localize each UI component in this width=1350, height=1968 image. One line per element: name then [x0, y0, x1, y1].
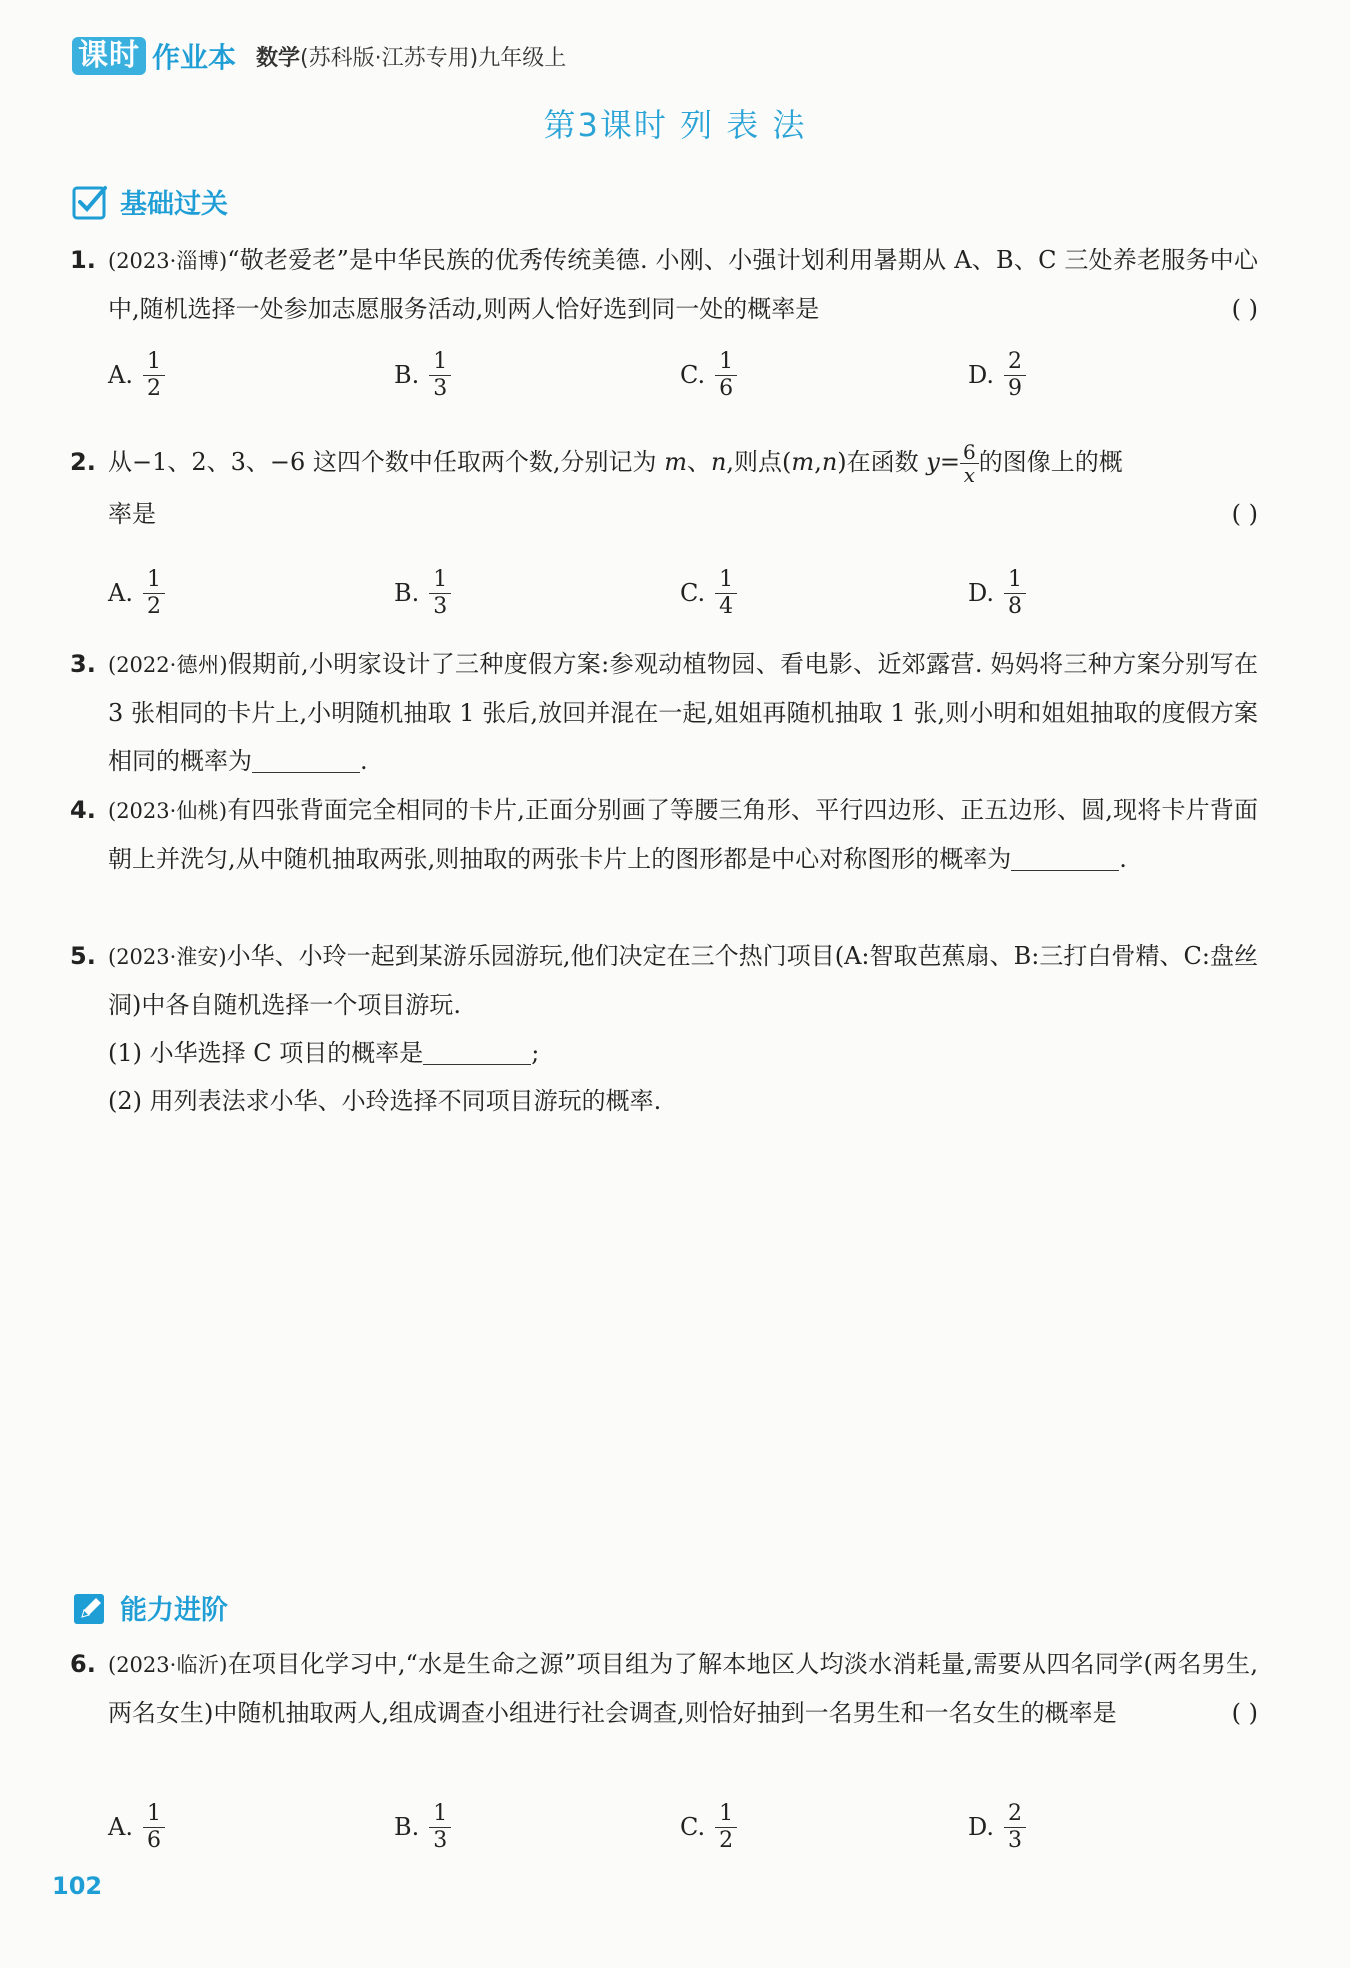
numerator: 1	[1004, 567, 1026, 594]
fraction	[429, 349, 451, 402]
question-number: 2.	[70, 448, 96, 476]
options-q2	[108, 558, 1258, 628]
section-advanced-header	[72, 1588, 228, 1627]
option-label: D.	[968, 1813, 995, 1841]
question-text: 从−1、2、3、−6 这四个数中任取两个数,分别记为	[108, 448, 665, 476]
denominator: 2	[146, 375, 161, 401]
question-text: 在项目化学习中,“水是生命之源”项目组为了解本地区人均淡水消耗量,需要从四名同学(两名男生,两名女生)中随机抽取两人,组成调查小组进行社会调查,则恰好抽到一名男生和一名女生的概率是	[108, 1650, 1258, 1727]
option-c[interactable]	[680, 340, 737, 410]
denominator: 9	[1008, 375, 1023, 401]
numerator: 1	[429, 567, 451, 594]
question-source: (2022·德州)	[108, 653, 228, 677]
question-source: (2023·临沂)	[108, 1653, 228, 1677]
denominator: 2	[146, 593, 161, 619]
option-c[interactable]	[680, 558, 737, 628]
numerator: 2	[1004, 349, 1026, 376]
option-d[interactable]	[968, 340, 1026, 410]
answer-blank[interactable]	[252, 746, 360, 773]
header-subtitle	[256, 41, 566, 72]
option-label: B.	[394, 579, 420, 607]
period: .	[360, 747, 368, 775]
numerator: 1	[429, 349, 451, 376]
lesson-title: 第3课时 列 表 法	[543, 106, 807, 144]
denominator: 3	[433, 375, 448, 401]
denominator: 2	[719, 1827, 734, 1853]
semicolon: ;	[531, 1039, 540, 1067]
question-number: 1.	[70, 246, 96, 274]
var-n: n	[710, 448, 727, 476]
option-label: A.	[108, 579, 133, 607]
numerator: 1	[715, 349, 737, 376]
question-5	[70, 932, 1258, 1125]
option-label: B.	[394, 361, 420, 389]
option-label: A.	[108, 1813, 133, 1841]
answer-blank[interactable]	[423, 1038, 531, 1065]
question-text: ,则点(	[726, 448, 792, 476]
option-b[interactable]	[394, 340, 451, 410]
fraction	[1004, 1801, 1026, 1854]
option-label: B.	[394, 1813, 420, 1841]
var-n: n	[821, 448, 838, 476]
option-b[interactable]	[394, 558, 451, 628]
fraction	[143, 1801, 165, 1854]
option-d[interactable]	[968, 558, 1026, 628]
fraction	[715, 1801, 737, 1854]
checkbox-icon	[72, 184, 108, 220]
option-b[interactable]	[394, 1792, 451, 1862]
question-source: (2023·淮安)	[108, 945, 227, 969]
page-number: 102	[52, 1872, 103, 1900]
question-text: “敬老爱老”是中华民族的优秀传统美德. 小刚、小强计划利用暑期从 A、B、C 三处养老服务中心中,随机选择一处参加志愿服务活动,则两人恰好选到同一处的概率是	[108, 246, 1258, 323]
section-basic-header	[72, 182, 228, 221]
option-d[interactable]	[968, 1792, 1026, 1862]
numerator: 1	[143, 349, 165, 376]
subject-name: 数学	[256, 45, 301, 71]
question-source: (2023·仙桃)	[108, 799, 228, 823]
var-m: m	[791, 448, 815, 476]
question-number: 5.	[70, 942, 96, 970]
period: .	[1119, 845, 1127, 873]
numerator: 6	[960, 441, 979, 464]
logo-mark: 课时	[72, 37, 146, 75]
question-text: 小华、小玲一起到某游乐园游玩,他们决定在三个热门项目(A:智取芭蕉扇、B:三打白骨精、C:盘丝洞)中各自随机选择一个项目游玩.	[108, 942, 1258, 1019]
equals-sign: =	[939, 448, 960, 476]
numerator: 1	[429, 1801, 451, 1828]
numerator: 2	[1004, 1801, 1026, 1828]
question-number: 6.	[70, 1650, 96, 1678]
fraction	[429, 1801, 451, 1854]
option-label: A.	[108, 361, 133, 389]
answer-blank[interactable]	[1011, 844, 1119, 871]
fraction	[143, 567, 165, 620]
subquestion-1	[108, 1029, 1258, 1077]
denominator: 8	[1008, 593, 1023, 619]
subquestion-2: (2) 用列表法求小华、小玲选择不同项目游玩的概率.	[108, 1087, 662, 1115]
var-y: y	[926, 448, 940, 476]
denominator: 3	[433, 593, 448, 619]
numerator: 1	[715, 567, 737, 594]
question-text: 率是	[108, 500, 156, 528]
option-c[interactable]	[680, 1792, 737, 1862]
answer-paren[interactable]: ( )	[1231, 295, 1258, 323]
question-text: 假期前,小明家设计了三种度假方案:参观动植物园、看电影、近郊露营. 妈妈将三种方案分别写在 3 张相同的卡片上,小明随机抽取 1 张后,放回并混在一起,姐姐再随机抽取 1 张,则小明和姐姐抽取的度假方案相同的概率为	[108, 650, 1258, 775]
question-3	[70, 640, 1258, 785]
options-q1	[108, 340, 1258, 410]
option-a[interactable]	[108, 1792, 165, 1862]
denominator: 3	[1008, 1827, 1023, 1853]
separator: 、	[686, 448, 711, 476]
options-q6	[108, 1792, 1258, 1862]
question-text: 的图像上的概	[978, 448, 1123, 476]
option-a[interactable]	[108, 340, 165, 410]
logo-text: 作业本	[152, 41, 237, 74]
numerator: 1	[715, 1801, 737, 1828]
denominator: 3	[433, 1827, 448, 1853]
answer-paren[interactable]: ( )	[1231, 1699, 1258, 1727]
option-label: C.	[680, 579, 706, 607]
denominator: x	[963, 463, 975, 487]
section-label: 能力进阶	[120, 1595, 228, 1626]
question-number: 4.	[70, 796, 96, 824]
option-label: C.	[680, 1813, 706, 1841]
brand-logo	[72, 36, 236, 76]
fraction	[715, 349, 737, 402]
numerator: 1	[143, 567, 165, 594]
question-4	[70, 786, 1258, 883]
numerator: 1	[143, 1801, 165, 1828]
question-text: 有四张背面完全相同的卡片,正面分别画了等腰三角形、平行四边形、正五边形、圆,现将卡片背面朝上并洗匀,从中随机抽取两张,则抽取的两张卡片上的图形都是中心对称图形的概率为	[108, 796, 1258, 873]
subquestion-text: (1) 小华选择 C 项目的概率是	[108, 1039, 424, 1067]
fraction	[143, 349, 165, 402]
edition-info: (苏科版·江苏专用)九年级上	[300, 45, 567, 71]
question-text: )在函数	[837, 448, 927, 476]
page-header	[72, 36, 566, 76]
question-1	[70, 236, 1258, 333]
question-6	[70, 1640, 1258, 1737]
function-fraction	[960, 441, 979, 486]
question-number: 3.	[70, 650, 96, 678]
question-source: (2023·淄博)	[108, 249, 228, 273]
fraction	[715, 567, 737, 620]
option-label: D.	[968, 361, 995, 389]
option-a[interactable]	[108, 558, 165, 628]
section-label: 基础过关	[120, 189, 228, 220]
denominator: 6	[719, 375, 734, 401]
denominator: 6	[146, 1827, 161, 1853]
fraction	[429, 567, 451, 620]
pencil-box-icon	[72, 1590, 108, 1626]
option-label: D.	[968, 579, 995, 607]
fraction	[1004, 349, 1026, 402]
option-label: C.	[680, 361, 706, 389]
denominator: 4	[719, 593, 734, 619]
answer-paren[interactable]: ( )	[1231, 500, 1258, 528]
fraction	[1004, 567, 1026, 620]
question-2: 2. 从−1、2、3、−6 这四个数中任取两个数,分别记为 m、n,则点(m,n)在函数 y= $\frac{6}{x}$ 的图像上的概 率是 ( )	[70, 436, 1258, 540]
var-m: m	[664, 448, 687, 476]
